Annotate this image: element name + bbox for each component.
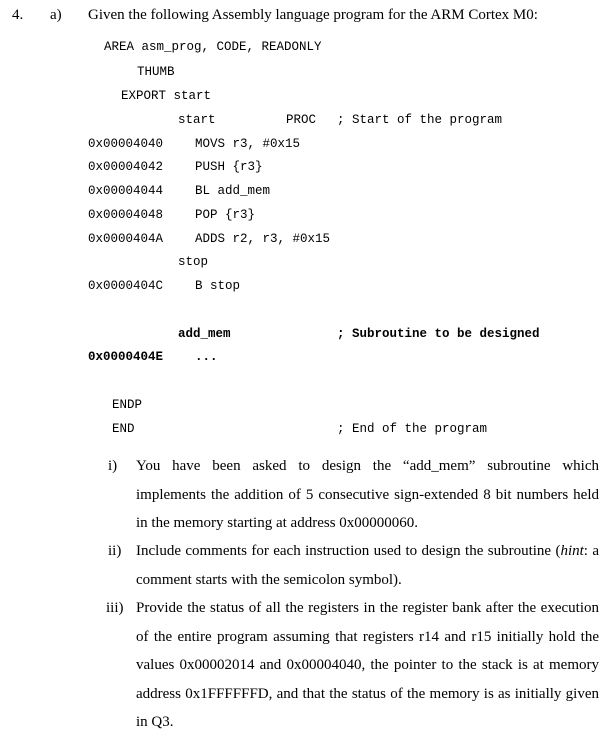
code-thumb-directive: THUMB bbox=[137, 65, 175, 79]
code-stop-label: stop bbox=[178, 255, 209, 269]
code-line-address: 0x00004042 bbox=[88, 160, 164, 174]
code-proc-directive: PROC bbox=[286, 113, 317, 127]
code-end-directive: END bbox=[112, 422, 135, 436]
task-item bbox=[106, 594, 599, 737]
task-text: Provide the status of all the registers in the register bank after the execution of the entire program assuming that registers r14 and r15 initially hold the values 0x00002014 and 0x00004040, the pointer to the stack is at memory address 0x1FFFFFFD, and that the status of the memory is as initially given in Q3. bbox=[136, 600, 599, 730]
code-area-directive: AREA asm_prog, CODE, READONLY bbox=[104, 40, 322, 54]
code-line-address: 0x00004044 bbox=[88, 184, 164, 198]
question-part: a) bbox=[50, 7, 62, 23]
code-endp-directive: ENDP bbox=[112, 398, 143, 412]
code-export-directive: EXPORT start bbox=[121, 89, 212, 103]
task-label: ii) bbox=[108, 543, 122, 559]
task-label: iii) bbox=[106, 600, 124, 616]
task-label: i) bbox=[108, 458, 118, 474]
code-line-address: 0x0000404C bbox=[88, 279, 164, 293]
code-line-address: 0x00004048 bbox=[88, 208, 164, 222]
code-line-instruction: MOVS r3, #0x15 bbox=[195, 137, 301, 151]
code-line-address: 0x0000404A bbox=[88, 232, 164, 246]
task-item bbox=[108, 537, 599, 594]
hint-word: hint bbox=[560, 543, 584, 559]
task-text: Include comments for each instruction used to design the subroutine ( bbox=[136, 543, 561, 559]
code-line-address: 0x00004040 bbox=[88, 137, 164, 151]
code-subroutine-address: 0x0000404E bbox=[88, 350, 164, 364]
code-start-label: start bbox=[178, 113, 216, 127]
code-ellipsis: ... bbox=[195, 350, 218, 364]
code-line-instruction: POP {r3} bbox=[195, 208, 256, 222]
question-intro: Given the following Assembly language program for the ARM Cortex M0: bbox=[88, 7, 538, 23]
code-proc-comment: ; Start of the program bbox=[337, 113, 503, 127]
code-end-comment: ; End of the program bbox=[337, 422, 488, 436]
code-line-instruction: BL add_mem bbox=[195, 184, 271, 198]
task-item bbox=[108, 452, 599, 538]
code-subroutine-label: add_mem bbox=[178, 327, 231, 341]
task-text-continued: : a comment starts with the semicolon symbol). bbox=[136, 543, 599, 588]
code-subroutine-comment: ; Subroutine to be designed bbox=[337, 327, 540, 341]
code-line-instruction: ADDS r2, r3, #0x15 bbox=[195, 232, 331, 246]
code-line-instruction: PUSH {r3} bbox=[195, 160, 263, 174]
task-text: You have been asked to design the “add_mem” subroutine which implements the addition of 5 consecutive sign-extended 8 bit numbers held in the memory starting at address 0x00000060. bbox=[136, 458, 599, 531]
code-line-instruction: B stop bbox=[195, 279, 241, 293]
question-number: 4. bbox=[12, 7, 24, 23]
